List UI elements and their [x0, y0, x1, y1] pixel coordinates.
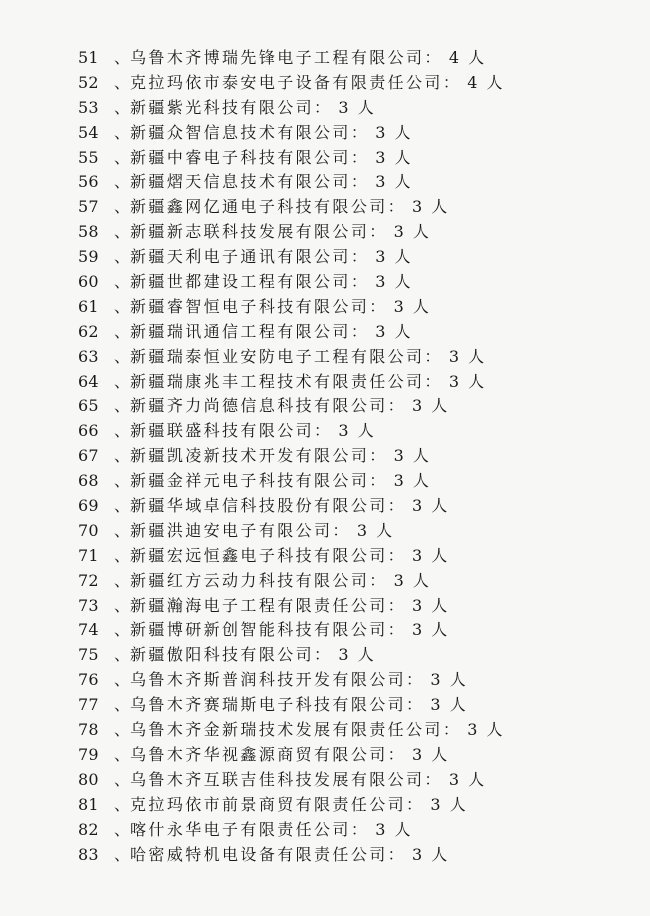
company-name: 乌鲁木齐金新瑞技术发展有限责任公司：: [130, 720, 462, 740]
list-item: [78, 170, 505, 195]
list-item: [78, 793, 505, 818]
person-count: 4 人: [448, 48, 487, 67]
item-number: 69: [78, 496, 99, 516]
list-item: [78, 46, 505, 71]
item-separator: 、: [114, 769, 131, 789]
item-number: 72: [78, 570, 99, 590]
person-count: 3 人: [375, 172, 413, 192]
company-name: 新疆联盛科技有限公司：: [130, 421, 333, 441]
list-item: [78, 668, 505, 693]
list-item: [78, 618, 505, 643]
item-separator: 、: [114, 844, 131, 864]
item-number: 59: [78, 247, 99, 267]
item-separator: 、: [114, 122, 131, 142]
list-item: [78, 544, 505, 569]
person-count: 3 人: [375, 247, 413, 267]
list-item: [78, 71, 505, 96]
item-number: 56: [78, 172, 99, 192]
item-separator: 、: [114, 147, 131, 167]
item-number: 77: [78, 695, 99, 715]
list-item: [78, 444, 505, 469]
item-number: 66: [78, 421, 99, 441]
item-number: 65: [78, 396, 99, 416]
list-item: [78, 743, 505, 768]
person-count: 3 人: [467, 720, 505, 740]
item-separator: 、: [114, 172, 131, 192]
company-name: 新疆鑫网亿通电子科技有限公司：: [130, 197, 407, 217]
company-name: 新疆睿智恒电子科技有限公司：: [130, 296, 388, 316]
item-number: 68: [78, 471, 99, 491]
list-item: [78, 843, 505, 868]
item-number: 61: [78, 296, 99, 316]
item-number: 60: [78, 272, 99, 292]
company-name: 喀什永华电子有限责任公司：: [130, 819, 370, 839]
person-count: 3 人: [412, 744, 450, 764]
company-name: 新疆熠天信息技术有限公司：: [130, 172, 370, 192]
item-separator: 、: [114, 296, 131, 316]
list-item: [78, 419, 505, 444]
company-name: 新疆瑞泰恒业安防电子工程有限公司：: [130, 346, 443, 366]
person-count: 3 人: [375, 819, 413, 839]
person-count: 3 人: [393, 446, 431, 466]
list-item: [78, 270, 505, 295]
company-name: 新疆华域卓信科技股份有限公司：: [130, 496, 407, 516]
item-separator: 、: [114, 321, 131, 341]
item-number: 82: [78, 819, 99, 839]
item-separator: 、: [114, 595, 131, 615]
item-separator: 、: [114, 247, 131, 267]
list-item: [78, 370, 505, 395]
item-separator: 、: [114, 371, 131, 391]
company-name: 新疆瑞讯通信工程有限公司：: [130, 321, 370, 341]
item-separator: 、: [114, 670, 131, 690]
item-separator: 、: [114, 197, 131, 217]
item-number: 75: [78, 645, 99, 665]
item-separator: 、: [114, 48, 131, 67]
company-name: 克拉玛依市前景商贸有限责任公司：: [130, 794, 425, 814]
list-item: [78, 469, 505, 494]
list-item: [78, 394, 505, 419]
company-name: 新疆瀚海电子工程有限责任公司：: [130, 595, 407, 615]
company-name: 乌鲁木齐斯普润科技开发有限公司：: [130, 670, 425, 690]
item-separator: 、: [114, 620, 131, 640]
person-count: 3 人: [393, 570, 431, 590]
person-count: 3 人: [393, 222, 431, 242]
item-number: 74: [78, 620, 99, 640]
item-separator: 、: [114, 520, 131, 540]
item-number: 81: [78, 794, 99, 814]
company-name: 新疆齐力尚德信息科技有限公司：: [130, 396, 407, 416]
item-number: 54: [78, 122, 99, 142]
item-separator: 、: [114, 396, 131, 416]
item-number: 63: [78, 346, 99, 366]
item-separator: 、: [114, 720, 131, 740]
item-number: 52: [78, 72, 99, 92]
item-separator: 、: [114, 446, 131, 466]
list-item: [78, 96, 505, 121]
person-count: 3 人: [448, 371, 487, 391]
person-count: 3 人: [430, 695, 468, 715]
company-name: 乌鲁木齐华视鑫源商贸有限公司：: [130, 744, 407, 764]
company-name: 哈密威特机电设备有限责任公司：: [130, 844, 407, 864]
person-count: 4 人: [467, 72, 505, 92]
company-name: 新疆中睿电子科技有限公司：: [130, 147, 370, 167]
item-separator: 、: [114, 97, 131, 117]
item-separator: 、: [114, 695, 131, 715]
item-separator: 、: [114, 496, 131, 516]
person-count: 3 人: [393, 471, 431, 491]
list-item: [78, 643, 505, 668]
item-separator: 、: [114, 421, 131, 441]
company-name: 克拉玛依市泰安电子设备有限责任公司：: [130, 72, 462, 92]
item-separator: 、: [114, 222, 131, 242]
list-item: [78, 519, 505, 544]
item-separator: 、: [114, 744, 131, 764]
item-number: 58: [78, 222, 99, 242]
list-item: [78, 768, 505, 793]
company-name: 新疆宏远恒鑫电子科技有限公司：: [130, 545, 407, 565]
item-number: 73: [78, 595, 99, 615]
company-name: 乌鲁木齐互联吉佳科技发展有限公司：: [130, 769, 443, 789]
item-number: 67: [78, 446, 99, 466]
item-number: 79: [78, 744, 99, 764]
person-count: 3 人: [430, 794, 468, 814]
company-name: 新疆洪迪安电子有限公司：: [130, 520, 351, 540]
item-number: 51: [78, 48, 99, 67]
company-name: 新疆天利电子通讯有限公司：: [130, 247, 370, 267]
person-count: 3 人: [412, 496, 450, 516]
company-name: 乌鲁木齐博瑞先锋电子工程有限公司：: [130, 48, 443, 67]
item-number: 53: [78, 97, 99, 117]
item-number: 76: [78, 670, 99, 690]
item-number: 57: [78, 197, 99, 217]
person-count: 3 人: [430, 670, 468, 690]
item-separator: 、: [114, 645, 131, 665]
item-separator: 、: [114, 545, 131, 565]
list-item: [78, 295, 505, 320]
person-count: 3 人: [412, 396, 450, 416]
company-name: 新疆紫光科技有限公司：: [130, 97, 333, 117]
list-item: [78, 494, 505, 519]
list-item: [78, 146, 505, 171]
person-count: 3 人: [412, 844, 450, 864]
item-number: 80: [78, 769, 99, 789]
list-item: [78, 195, 505, 220]
item-separator: 、: [114, 819, 131, 839]
company-name: 乌鲁木齐赛瑞斯电子科技有限公司：: [130, 695, 425, 715]
list-item: [78, 818, 505, 843]
list-item: [78, 718, 505, 743]
list-item: [78, 693, 505, 718]
list-item: [78, 569, 505, 594]
person-count: 3 人: [356, 520, 395, 540]
company-name: 新疆瑞康兆丰工程技术有限责任公司：: [130, 371, 443, 391]
company-name: 新疆世都建设工程有限公司：: [130, 272, 370, 292]
item-number: 71: [78, 545, 99, 565]
person-count: 3 人: [375, 272, 413, 292]
list-item: [78, 594, 505, 619]
list-item: [78, 345, 505, 370]
person-count: 3 人: [448, 769, 487, 789]
person-count: 3 人: [338, 421, 376, 441]
item-number: 83: [78, 844, 99, 864]
item-separator: 、: [114, 794, 131, 814]
list-item: [78, 220, 505, 245]
list-item: [78, 121, 505, 146]
list-item: [78, 245, 505, 270]
person-count: 3 人: [375, 147, 413, 167]
item-separator: 、: [114, 72, 131, 92]
company-name: 新疆凯凌新技术开发有限公司：: [130, 446, 388, 466]
person-count: 3 人: [412, 595, 450, 615]
person-count: 3 人: [412, 620, 450, 640]
person-count: 3 人: [412, 197, 450, 217]
company-name: 新疆金祥元电子科技有限公司：: [130, 471, 388, 491]
company-name: 新疆傲阳科技有限公司：: [130, 645, 333, 665]
item-number: 78: [78, 720, 99, 740]
item-separator: 、: [114, 570, 131, 590]
person-count: 3 人: [412, 545, 450, 565]
company-name: 新疆新志联科技发展有限公司：: [130, 222, 388, 242]
person-count: 3 人: [375, 321, 413, 341]
item-separator: 、: [114, 346, 131, 366]
item-number: 62: [78, 321, 99, 341]
person-count: 3 人: [375, 122, 413, 142]
company-name: 新疆红方云动力科技有限公司：: [130, 570, 388, 590]
person-count: 3 人: [338, 97, 376, 117]
item-number: 70: [78, 520, 99, 540]
item-number: 55: [78, 147, 99, 167]
person-count: 3 人: [448, 346, 487, 366]
company-list: [78, 46, 505, 867]
person-count: 3 人: [338, 645, 376, 665]
item-separator: 、: [114, 272, 131, 292]
item-number: 64: [78, 371, 99, 391]
company-name: 新疆博研新创智能科技有限公司：: [130, 620, 407, 640]
company-name: 新疆众智信息技术有限公司：: [130, 122, 370, 142]
item-separator: 、: [114, 471, 131, 491]
person-count: 3 人: [393, 296, 431, 316]
list-item: [78, 320, 505, 345]
